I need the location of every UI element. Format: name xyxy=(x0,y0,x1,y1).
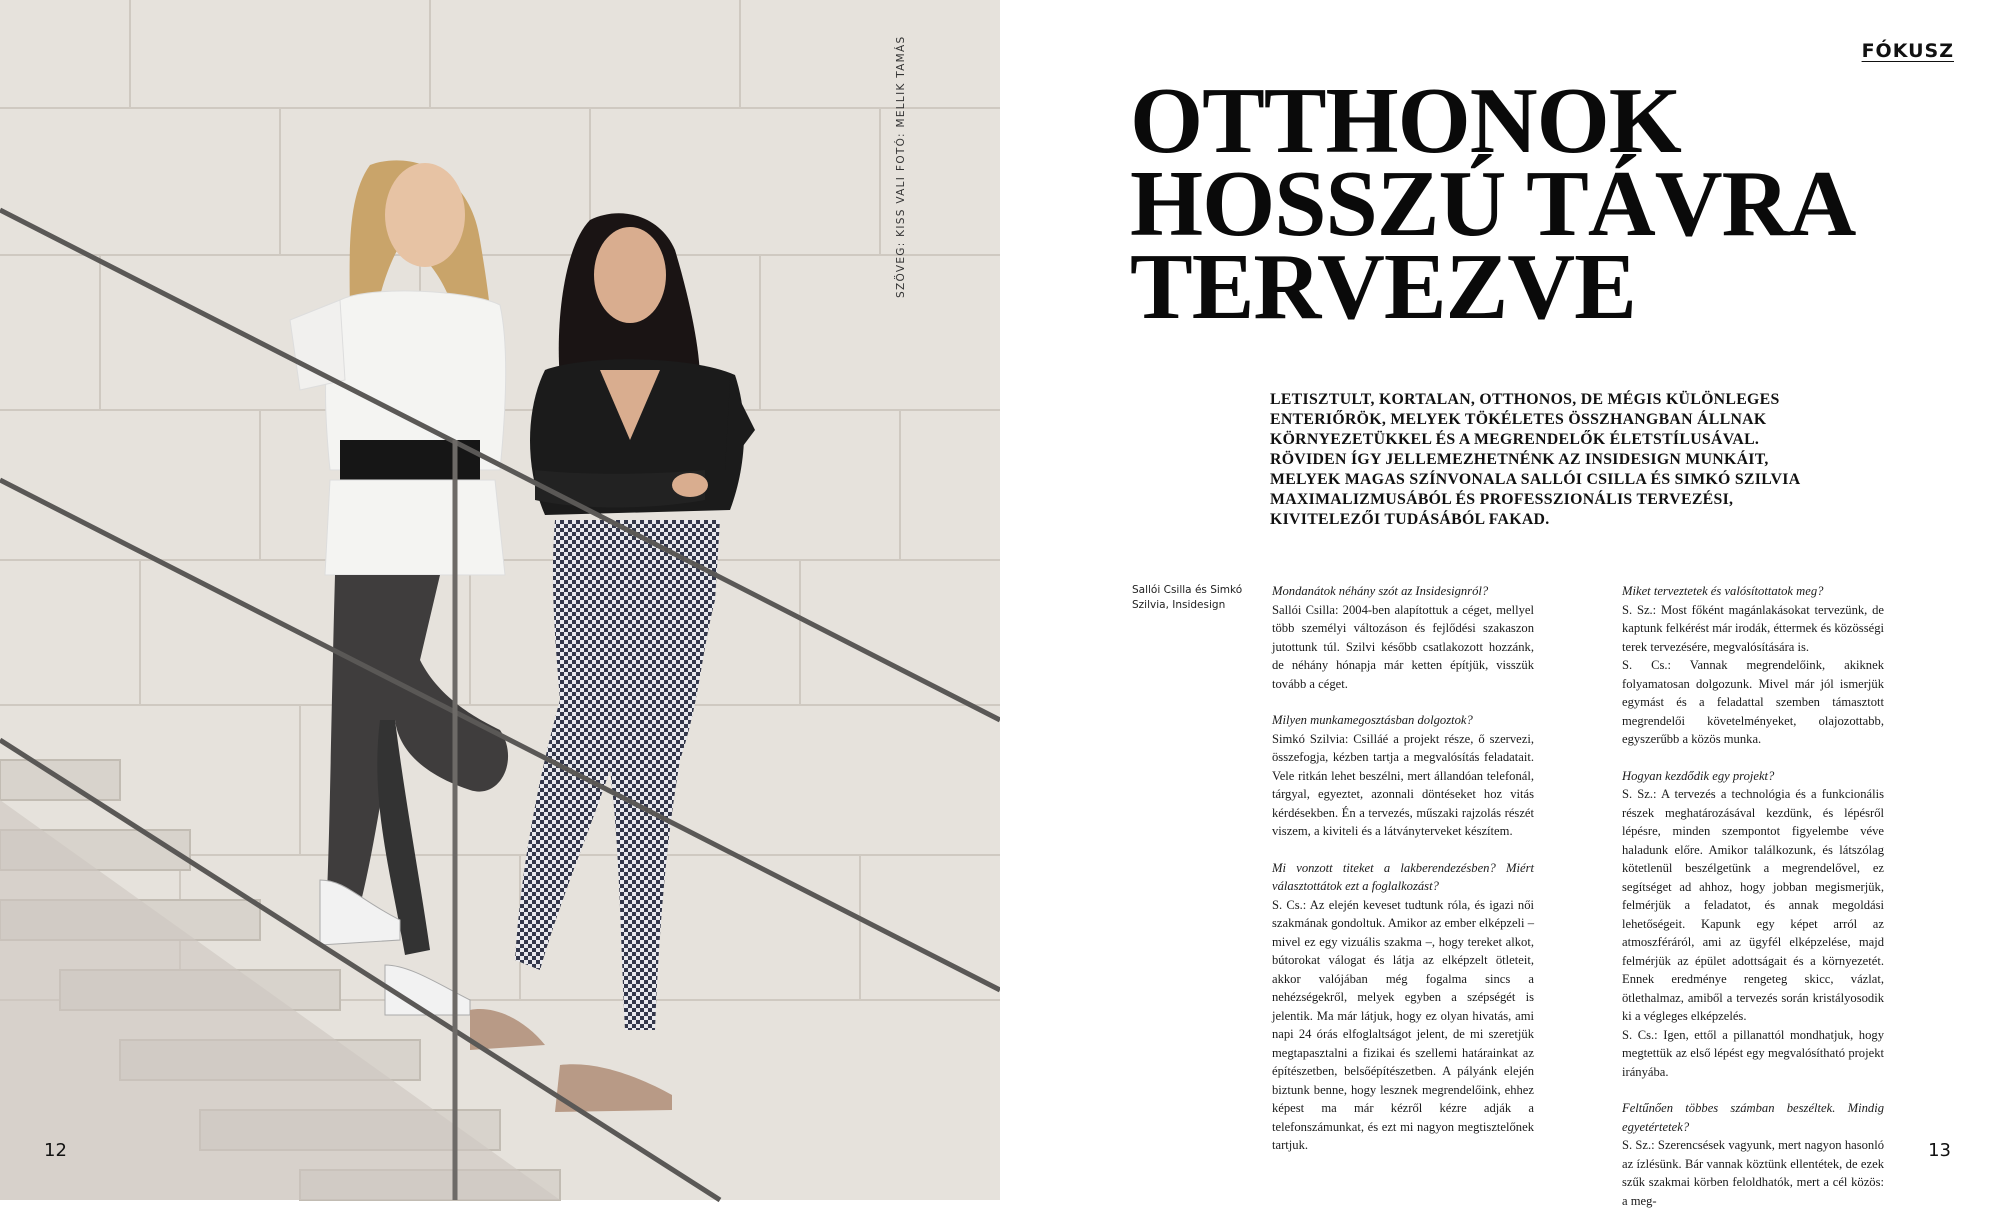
photo-credit xyxy=(895,35,915,298)
right-page xyxy=(1000,0,1999,1208)
left-page xyxy=(0,0,1000,1200)
headline-line: OTTHONOK xyxy=(1130,69,1681,173)
interview-question: Mi vonzott titeket a lakberendezésben? Miért választottátok ezt a foglalkozást? xyxy=(1272,860,1534,893)
page-number-left: 12 xyxy=(44,1140,67,1161)
page-number-right: 13 xyxy=(1928,1140,1951,1161)
interview-answer: S. Sz.: Szerencsések vagyunk, mert nagyon hasonló az ízlésünk. Bár vannak köztünk ellentétek, de ezek szűk szakmai körben feloldhatók, mert a cél közös: a meg- xyxy=(1622,1138,1884,1208)
lead-paragraph: LETISZTULT, KORTALAN, OTTHONOS, DE MÉGIS KÜLÖNLEGES ENTERIŐRÖK, MELYEK TÖKÉLETES ÖSSZHANGBAN ÁLLNAK KÖRNYEZETÜKKEL ÉS A MEGRENDELŐK ÉLETSTÍLUSÁVAL. RÖVIDEN ÍGY JELLEMEZHETNÉNK AZ INSIDESIGN MUNKÁIT, MELYEK MAGAS SZÍNVONALA SALLÓI CSILLA ÉS SIMKÓ SZILVIA MAXIMALIZMUSÁBÓL ÉS PROFESSZIONÁLIS TERVEZÉSI, KIVITELEZŐI TUDÁSÁBÓL FAKAD. xyxy=(1270,391,1800,528)
interview-question: Hogyan kezdődik egy projekt? xyxy=(1622,768,1775,783)
credit-photo: FOTÓ: MELLIK TAMÁS xyxy=(895,35,907,172)
portrait-photo xyxy=(0,0,1000,1200)
interview-answer: S. Cs.: Igen, ettől a pillanattól mondhatjuk, hogy megtettük az első lépést egy megvalósítható projekt irányába. xyxy=(1622,1027,1884,1079)
interview-question: Feltűnően többes számban beszéltek. Mindig egyetértetek? xyxy=(1622,1101,1884,1134)
interview-question: Milyen munkamegosztásban dolgoztok? xyxy=(1272,713,1473,727)
interview-question: Miket terveztetek és valósítottatok meg? xyxy=(1622,584,1824,598)
article-column-1 xyxy=(1272,582,1534,1155)
article-column-2 xyxy=(1622,582,1884,1210)
interview-answer: S. Cs.: Vannak megrendelőink, akiknek folyamatosan dolgozunk. Mivel már jól ismerjük egymást és a feladattal szemben támasztott megrendelői követelményeket, olajozottabb, egyszerűbb a közös munka. xyxy=(1622,658,1884,746)
headline-line: HOSSZÚ TÁVRA xyxy=(1130,152,1856,256)
interview-answer: Simkó Szilvia: Csilláé a projekt része, ő szervezi, összefogja, kézben tartja a megvalósítás feladatait. Vele ritkán lehet beszélni, mert állandóan telefonál, tárgyal, egyeztet, azonnali döntéseket hoz vitás kérdésekben. Én a tervezés, műszaki rajzolás részét viszem, a kiviteli és a látványterveket készítem. xyxy=(1272,731,1534,838)
credit-text: SZÖVEG: KISS VALI xyxy=(895,175,907,298)
interview-answer: S. Sz.: A tervezés a technológia és a funkcionális részek meghatározásával kezdünk, és lépésről lépésre, minden szempontot figyelembe véve haladunk előre. Amikor találkozunk, és látszólag kötetlenül beszélgetünk a megrendelővel, ez segítséget ad ahhoz, hogy jobban megismerjük, felmérjük a feladatot, és annak megoldási lehetőségeit. Kapunk egy képet arról az atmoszféráról, ami az ügyfél elképzelése, majd felmérjük az épület adottságait és a környezetét. Ennek eredménye rengeteg skicc, vázlat, ötlethalmaz, amiből a tervezés során kristályosodik ki a végleges elképzelés. xyxy=(1622,787,1884,1023)
section-label: FÓKUSZ xyxy=(1861,40,1954,62)
headline xyxy=(1130,69,1950,339)
interview-answer: S. Sz.: Most főként magánlakásokat tervezünk, de kaptunk felkérést már irodák, éttermek és közösségi terek tervezésére, megvalósítására is. xyxy=(1622,602,1884,654)
interview-question: Mondanátok néhány szót az Insidesignról? xyxy=(1272,584,1489,598)
interview-answer: Sallói Csilla: 2004-ben alapítottuk a céget, mellyel több személyi változáson és fejlődési szakaszon jutottunk túl. Szilvi később csatlakozott hozzánk, de néhány hónapja már ketten építjük, visszük tovább a céget. xyxy=(1272,602,1534,691)
photo-caption: Sallói Csilla és Simkó Szilvia, Insidesign xyxy=(1132,584,1243,611)
interview-answer: S. Cs.: Az elején keveset tudtunk róla, és igazi női szakmának gondoltuk. Amikor az ember elképzeli – mivel ez egy vizuális szakma –, hogy tereket alkot, bútorokat válogat és látja az elképzelt ötleteit, akkor valójában még fogalma sincs a nehézségekről, melyek egyben a szépségét is jelentik. Ma már látjuk, hogy ez olyan hivatás, ami napi 24 órás elfoglaltságot jelent, de mi szeretjük megtapasztalni a fizikai és szellemi határainkat az építészetben, belsőépítészetben. A pályánk elején biztunk benne, hogy lesznek megrendelőink, ehhez képest ma már kézről kézre adják a telefonszámunkat, és ezt mi nagyon megtisztelőnek tartjuk. xyxy=(1272,897,1534,1152)
headline-line: TERVEZVE xyxy=(1130,235,1636,339)
